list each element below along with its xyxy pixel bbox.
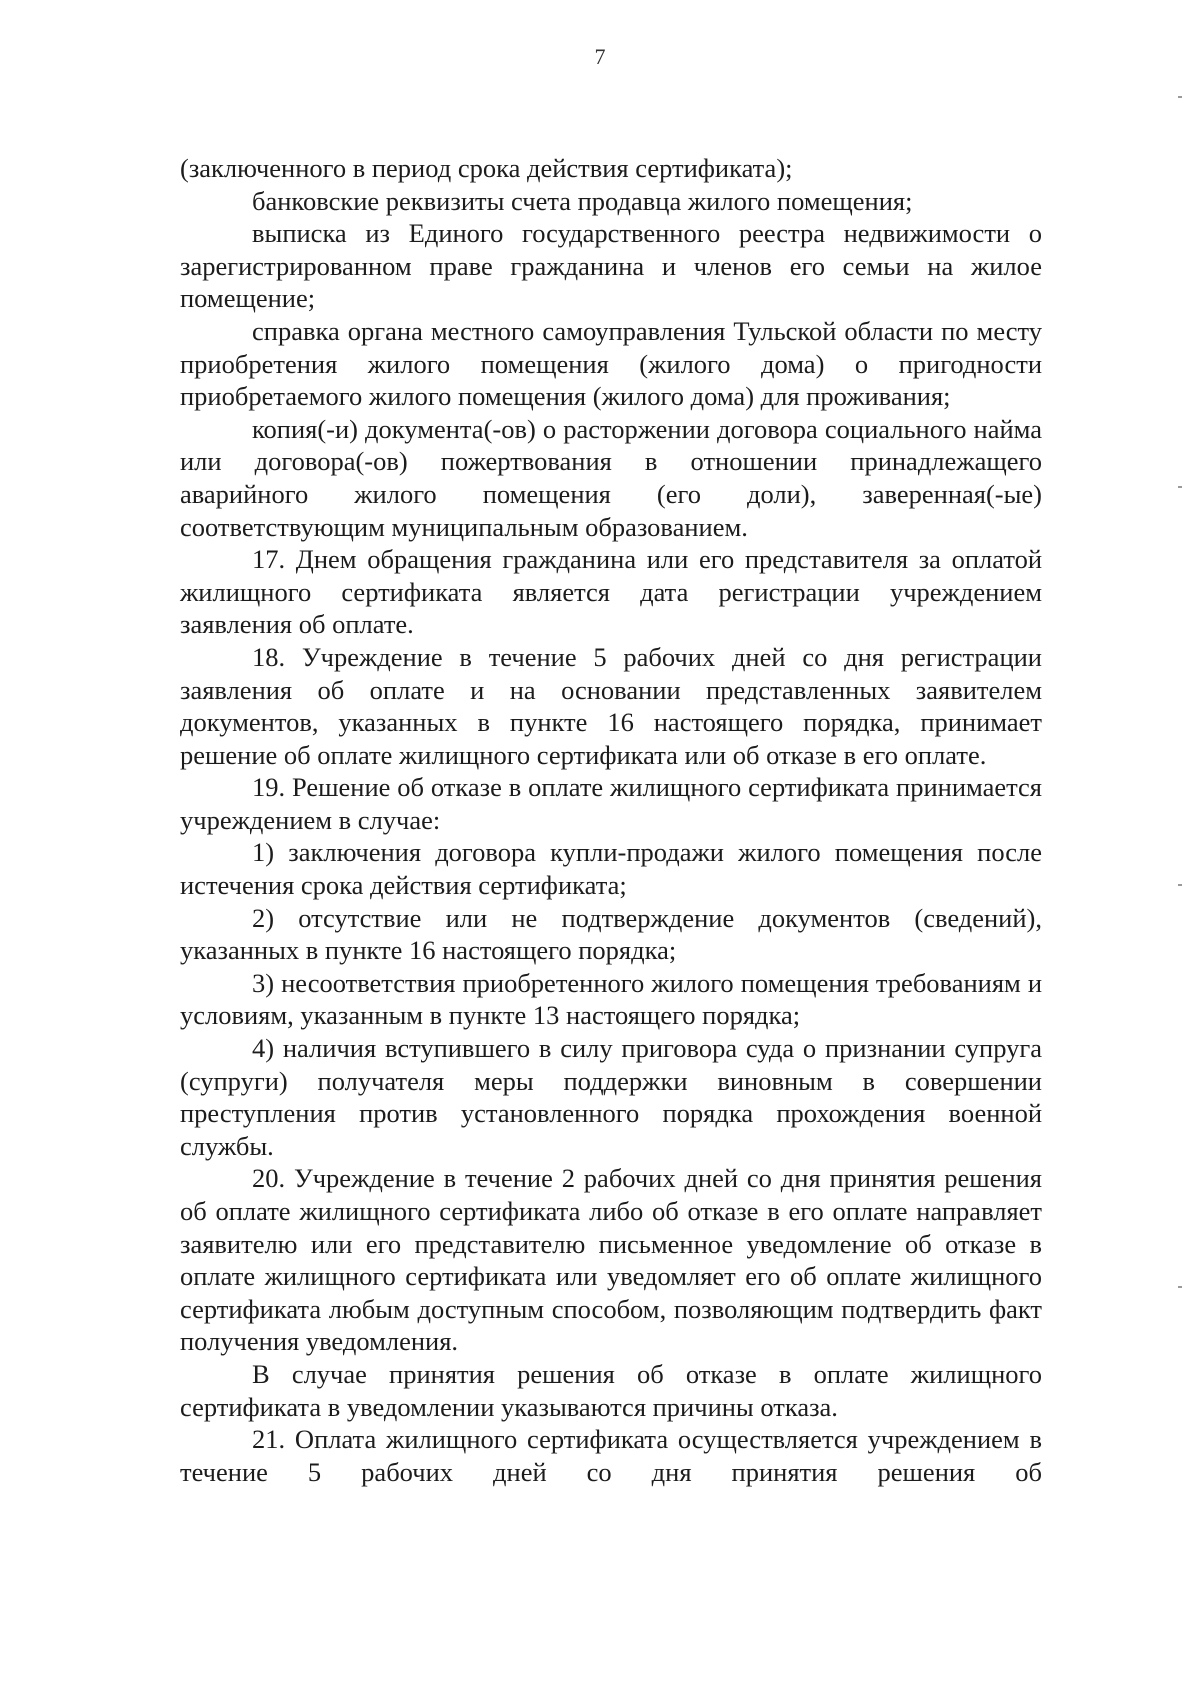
list-item-1: 1) заключения договора купли-продажи жилого помещения после истечения срока действия сертификата;	[180, 837, 1042, 901]
paragraph-18: 18. Учреждение в течение 5 рабочих дней со дня регистрации заявления об оплате и на основании представленных заявителем документов, указанных в пункте 16 настоящего порядка, принимает решение об оплате жилищного сертификата или об отказе в его оплате.	[180, 641, 1042, 770]
paragraph-continuation: (заключенного в период срока действия сертификата);	[180, 153, 793, 183]
paragraph-refusal-reasons: В случае принятия решения об отказе в оплате жилищного сертификата в уведомлении указываются причины отказа.	[180, 1358, 1042, 1422]
scan-margin-mark	[1178, 486, 1182, 488]
paragraph-registry-extract: выписка из Единого государственного реестра недвижимости о зарегистрированном праве гражданина и членов его семьи на жилое помещение;	[180, 218, 1042, 314]
paragraph-19: 19. Решение об отказе в оплате жилищного сертификата принимается учреждением в случае:	[180, 772, 1042, 835]
paragraph-21: 21. Оплата жилищного сертификата осуществляется учреждением в течение 5 рабочих дней со дня принятия решения об	[180, 1424, 1042, 1487]
document-body	[180, 152, 1042, 1488]
list-item-4: 4) наличия вступившего в силу приговора суда о признании супруга (супруги) получателя меры поддержки виновным в совершении преступления против установленного порядка прохождения военной службы.	[180, 1033, 1042, 1161]
paragraph-suitability-certificate: справка органа местного самоуправления Тульской области по месту приобретения жилого помещения (жилого дома) о пригодности приобретаемого жилого помещения (жилого дома) для проживания;	[180, 315, 1042, 412]
list-item-3: 3) несоответствия приобретенного жилого помещения требованиям и условиям, указанным в пункте 13 настоящего порядка;	[180, 967, 1042, 1031]
paragraph-17: 17. Днем обращения гражданина или его представителя за оплатой жилищного сертификата является дата регистрации учреждением заявления об оплате.	[180, 544, 1042, 640]
paragraph-bank-details: банковские реквизиты счета продавца жилого помещения;	[252, 185, 913, 216]
paragraph-contract-termination: копия(-и) документа(-ов) о расторжении договора социального найма или договора(-ов) пожертвования в отношении принадлежащего аварийного жилого помещения (его доли), заверенная(-ые) соответствующим муниципальным образованием.	[180, 413, 1042, 542]
paragraph-20: 20. Учреждение в течение 2 рабочих дней со дня принятия решения об оплате жилищного сертификата либо об отказе в его оплате направляет заявителю или его представителю письменное уведомление об отказе в оплате жилищного сертификата или уведомляет его об оплате жилищного сертификата любым доступным способом, позволяющим подтвердить факт получения уведомления.	[180, 1163, 1042, 1357]
scan-margin-mark	[1178, 884, 1182, 886]
scan-margin-mark	[1178, 96, 1182, 98]
page-number: 7	[594, 44, 606, 69]
scan-margin-mark	[1178, 1286, 1182, 1288]
list-item-2: 2) отсутствие или не подтверждение документов (сведений), указанных в пункте 16 настоящего порядка;	[180, 902, 1042, 966]
